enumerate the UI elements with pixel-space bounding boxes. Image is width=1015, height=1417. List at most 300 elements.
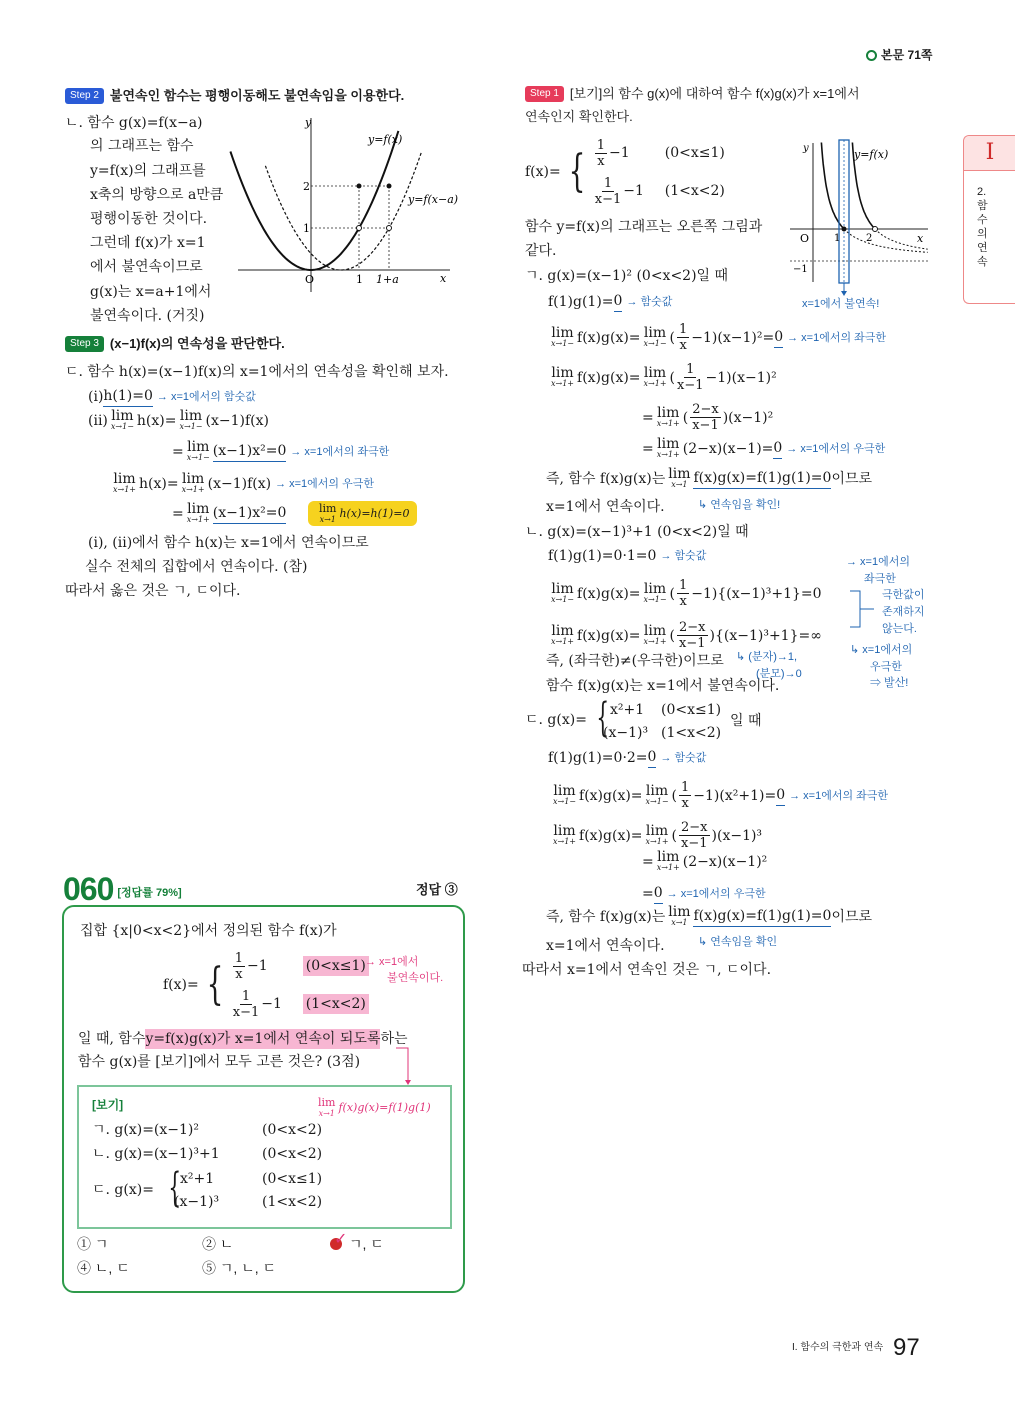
case-expr: x²+1 xyxy=(180,1171,215,1187)
text-line xyxy=(548,747,706,768)
case-cond: (1<x<2) xyxy=(303,994,369,1014)
curve-f xyxy=(230,131,398,270)
x-axis-label: x xyxy=(440,272,447,285)
bogi-item xyxy=(92,1144,220,1164)
numerator: 2−x xyxy=(681,820,708,835)
bogi-item-label: ㄴ. g(x)=(x−1)³+1 xyxy=(92,1146,220,1162)
note-line xyxy=(694,932,777,952)
lim-text: lim xyxy=(643,623,667,639)
lim-subscript: x→1+ xyxy=(643,379,667,388)
underlined-term: f(x)g(x)=f(1)g(1)=0 xyxy=(693,906,831,927)
case-cond: (1<x<2) xyxy=(664,183,725,199)
circle-bullet-icon xyxy=(866,50,877,61)
f-cases xyxy=(231,947,369,1023)
text-segment: f(1)g(1)=0·2= xyxy=(548,749,648,766)
text-segment: h(x)= xyxy=(139,475,179,492)
denominator: x−1 xyxy=(594,191,622,207)
text-line xyxy=(525,522,749,542)
text-line xyxy=(548,291,672,312)
page-reference-label: 본문 71쪽 xyxy=(881,48,933,62)
lim-text: lim xyxy=(643,581,667,597)
limit-operator xyxy=(657,851,680,872)
text-segment: = xyxy=(642,885,654,902)
limit-operator xyxy=(551,327,574,348)
denominator: x xyxy=(681,796,689,811)
tick-label: −1 xyxy=(793,264,808,275)
step1-title: [보기]의 함수 g(x)에 대하여 함수 f(x)g(x)가 x=1에서 xyxy=(569,86,860,101)
step2-badge: Step 2 xyxy=(65,88,104,104)
lim-subscript: x→1+ xyxy=(551,637,575,646)
text-line xyxy=(730,711,762,731)
text-segment: (2−x)(x−1)= xyxy=(682,440,774,457)
limit-operator xyxy=(644,625,667,646)
bogi-item-label: ㄱ. g(x)=(x−1)² xyxy=(92,1122,200,1138)
step3-badge: Step 3 xyxy=(65,336,104,352)
case-cond: (0<x≤1) xyxy=(664,145,725,161)
underlined-term: 0 xyxy=(614,291,623,312)
text-segment: f(x)g(x)= xyxy=(577,627,641,644)
limit-operator xyxy=(644,327,667,348)
math-line xyxy=(642,883,766,904)
lim-subscript: x→1+ xyxy=(656,863,680,872)
f-definition xyxy=(163,947,369,1023)
lim-subscript: x→1− xyxy=(645,797,669,806)
f-definition xyxy=(525,134,725,210)
bogi-item-cond: (0<x<2) xyxy=(262,1146,323,1162)
choice-2[interactable]: ② ㄴ xyxy=(202,1236,234,1252)
item-d-line xyxy=(88,386,256,407)
fraction xyxy=(677,362,704,393)
item-d-line xyxy=(88,533,369,553)
side-note: ↳ x=1에서의 xyxy=(850,644,913,656)
filled-point xyxy=(387,184,392,189)
origin-label: O xyxy=(305,273,315,286)
math-line xyxy=(546,468,872,489)
numerator: 1 xyxy=(686,362,695,377)
text-segment: f(x)g(x)= xyxy=(577,369,641,386)
lim-text: lim xyxy=(551,365,574,381)
brace: { xyxy=(568,146,586,197)
item-n-line xyxy=(90,306,205,326)
underlined-term: 0 xyxy=(648,747,657,768)
text-segment: 의 그래프는 함수 xyxy=(90,138,194,154)
tick-label: 1+a xyxy=(376,273,399,286)
text-segment: ( xyxy=(671,787,678,804)
limit-operator xyxy=(113,473,136,494)
conclusion-line xyxy=(522,960,771,980)
math-line xyxy=(548,362,777,393)
text-segment: 일 때 xyxy=(730,713,762,729)
checkmark-icon: ✓ xyxy=(330,1238,342,1250)
text-segment: −1 xyxy=(247,958,268,974)
text-segment: f(x)g(x)= xyxy=(579,787,643,804)
page-number: 97 xyxy=(893,1334,920,1361)
section-label: 2. 함수의 연속 xyxy=(977,186,988,268)
text-line xyxy=(546,651,724,671)
choice-3[interactable] xyxy=(330,1231,384,1254)
text-line xyxy=(546,936,665,956)
fraction xyxy=(677,620,708,651)
text-segment: (i), (ii)에서 함수 h(x)는 x=1에서 연속이므로 xyxy=(88,535,369,551)
origin-label: O xyxy=(800,232,810,245)
text-line xyxy=(525,241,557,261)
item-n-line xyxy=(90,185,223,205)
filled-point xyxy=(357,184,362,189)
text-segment: 함수 f(x)g(x)는 x=1에서 불연속이다. xyxy=(546,678,780,694)
lim-subscript: x→1− xyxy=(551,339,575,348)
lim-subscript: x→1− xyxy=(643,339,667,348)
highlighted-condition: y=f(x)g(x)가 x=1에서 연속이 되도록 xyxy=(145,1031,381,1047)
text-segment: 따라서 옳은 것은 ㄱ, ㄷ이다. xyxy=(65,583,241,599)
numerator: 1 xyxy=(603,175,613,191)
lim-subscript: x→1− xyxy=(551,595,575,604)
side-note: (분모)→0 xyxy=(756,668,802,680)
problem-heading xyxy=(63,868,182,910)
lim-subscript: x→1+ xyxy=(113,485,137,494)
item-d-line xyxy=(88,410,269,431)
text-segment: = xyxy=(642,440,654,457)
text-line xyxy=(546,497,665,517)
item-n-line xyxy=(90,136,194,156)
denominator: x xyxy=(235,966,243,982)
item-n-line xyxy=(90,209,207,229)
fraction xyxy=(595,176,622,207)
limit-operator xyxy=(657,438,680,459)
side-note: 좌극한 xyxy=(864,573,896,585)
tick-label: 1 xyxy=(834,233,841,244)
lim-text: lim xyxy=(645,823,669,839)
curve-label: y=f(x) xyxy=(368,133,403,146)
side-note: 존재하지 xyxy=(882,606,925,618)
denominator: x xyxy=(679,338,687,353)
text-line xyxy=(548,546,706,566)
lim-subscript: x→1+ xyxy=(553,837,577,846)
text-segment: 실수 전체의 집합에서 연속이다. (참) xyxy=(85,559,308,575)
text-segment: ( xyxy=(669,627,676,644)
text-segment: = xyxy=(172,443,184,460)
pink-connector-arrow xyxy=(395,1046,415,1086)
reciprocal-graph xyxy=(785,135,935,315)
case-expr: (x−1)³ xyxy=(603,725,649,741)
item-d-line xyxy=(65,362,449,382)
bogi-title: [보기] xyxy=(92,1098,124,1112)
f-label: f(x)= xyxy=(525,164,561,180)
numerator: 1 xyxy=(679,578,688,593)
text-line xyxy=(525,217,762,237)
math-line xyxy=(642,851,767,872)
text-segment: f(x)g(x)= xyxy=(579,827,643,844)
page-reference xyxy=(866,45,932,65)
parabola-shift-graph xyxy=(230,110,475,295)
case-cond: (0<x≤1) xyxy=(661,702,722,718)
lim-text: lim xyxy=(318,1096,336,1109)
fraction xyxy=(690,402,721,433)
underlined-term: 0 xyxy=(774,327,783,348)
y-axis-label: y xyxy=(803,143,809,154)
lim-subscript: x→1+ xyxy=(551,379,575,388)
denominator: x−1 xyxy=(692,418,719,433)
fraction xyxy=(679,820,710,851)
text-segment: 불연속이다. (거짓) xyxy=(90,308,205,324)
limit-operator xyxy=(182,473,205,494)
side-note: → x=1에서의 xyxy=(846,556,910,568)
lim-subscript: x→1− xyxy=(110,422,134,431)
text-segment: 하는 xyxy=(380,1031,408,1047)
lim-subscript: x→1+ xyxy=(645,837,669,846)
denominator: x−1 xyxy=(232,1004,260,1020)
math-line xyxy=(642,438,885,459)
lim-text: lim xyxy=(179,408,203,424)
bogi-item xyxy=(92,1120,199,1140)
text-segment: f(1)g(1)= xyxy=(548,293,614,310)
text-segment: f(x)g(x)= xyxy=(577,585,641,602)
text-segment: )(x−1)³ xyxy=(711,827,763,844)
item-d-line xyxy=(85,557,308,577)
f-cases xyxy=(593,134,725,210)
text-segment: (i) xyxy=(88,388,104,405)
denominator: x xyxy=(679,594,687,609)
limit-operator xyxy=(551,583,574,604)
text-segment: = xyxy=(642,409,654,426)
case-expr: x²+1 xyxy=(610,702,645,718)
side-note: 우극한 xyxy=(870,661,902,673)
numerator: 2−x xyxy=(692,402,719,417)
text-line xyxy=(525,266,728,286)
text-segment: 그런데 f(x)가 x=1 xyxy=(90,235,206,251)
math-line xyxy=(548,578,822,609)
lim-subscript: x→1− xyxy=(179,422,203,431)
numerator: 1 xyxy=(241,988,251,1004)
item-d-line xyxy=(172,441,389,462)
annotation-note: ↳ 연속임을 확인 xyxy=(698,936,778,948)
text-segment: 즉, 함수 f(x)g(x)는 xyxy=(546,908,666,925)
callout-text: h(x)=h(1)=0 xyxy=(339,506,410,520)
case-expr xyxy=(593,176,665,207)
note-line: 불연속이다. xyxy=(387,972,444,984)
text-segment: −1)(x²+1)= xyxy=(693,787,777,804)
limit-operator xyxy=(644,367,667,388)
underlined-term: (x−1)x²=0 xyxy=(213,503,287,524)
text-segment: x축의 방향으로 a만큼 xyxy=(90,187,224,203)
guide-lines xyxy=(311,186,389,270)
problem-intro xyxy=(80,921,337,941)
text-segment: )(x−1)² xyxy=(722,409,774,426)
chapter-side-tab[interactable] xyxy=(963,135,1015,304)
text-segment: −1)(x−1)²= xyxy=(691,329,775,346)
lim-subscript: x→1 xyxy=(671,480,688,489)
lim-text: lim xyxy=(643,325,667,341)
brace: { xyxy=(168,1165,182,1211)
open-point xyxy=(873,227,878,232)
text-segment: (2−x)(x−1)² xyxy=(682,853,768,870)
text-segment: 일 때, 함수 xyxy=(78,1031,146,1047)
text-segment: x=1에서 연속이다. xyxy=(546,938,665,954)
text-segment: = xyxy=(642,853,654,870)
lim-subscript: x→1 xyxy=(319,515,336,524)
underlined-term: 0 xyxy=(776,785,785,806)
lim-subscript: x→1 xyxy=(671,918,688,927)
text-segment: x=1에서 연속이다. xyxy=(546,499,665,515)
tick-label: 1 xyxy=(356,273,363,286)
text-segment: 이므로 xyxy=(831,470,873,487)
limit-operator xyxy=(553,785,576,806)
note-line: → x=1에서 xyxy=(365,956,419,968)
fraction xyxy=(679,780,691,811)
x-axis-label: x xyxy=(917,232,924,245)
case-cond: (0<x≤1) xyxy=(262,1171,323,1187)
case-cond: (0<x≤1) xyxy=(303,956,369,976)
lim-subscript: x→1+ xyxy=(181,485,205,494)
text-segment: 즉, 함수 f(x)g(x)는 xyxy=(546,470,666,487)
lim-subscript: x→1+ xyxy=(656,450,680,459)
text-segment: ( xyxy=(669,585,676,602)
text-segment: ㄴ. 함수 g(x)=f(x−a) xyxy=(65,115,203,131)
lim-text: lim xyxy=(645,783,669,799)
problem-number: 060 xyxy=(63,871,114,907)
case-expr xyxy=(231,989,303,1020)
denominator: x−1 xyxy=(679,636,706,651)
underlined-term: f(x)g(x)=f(1)g(1)=0 xyxy=(693,468,831,489)
denominator: x−1 xyxy=(681,836,708,851)
text-segment: ㄱ. g(x)=(x−1)² (0<x<2)일 때 xyxy=(525,268,729,284)
side-note: ⇒ 발산! xyxy=(870,677,909,689)
item-n-line xyxy=(90,282,211,302)
case-expr xyxy=(593,138,665,169)
text-line xyxy=(525,710,587,730)
lim-subscript: x→1+ xyxy=(643,637,667,646)
curve-label: y=f(x) xyxy=(854,148,889,161)
denominator: x xyxy=(597,153,605,169)
lim-text: lim xyxy=(551,325,574,341)
math-line xyxy=(548,322,886,353)
text-segment: −1 xyxy=(623,183,644,199)
curve-branch-1 xyxy=(821,143,843,229)
text-segment: 함수 g(x)를 [보기]에서 모두 고른 것은? (3점) xyxy=(78,1054,361,1070)
text-segment: h(x)= xyxy=(136,412,177,429)
text-segment: ㄴ. g(x)=(x−1)³+1 (0<x<2)일 때 xyxy=(525,524,749,540)
correct-rate: [정답률 79%] xyxy=(117,887,182,899)
annotation-note: → x=1에서의 우극한 xyxy=(786,442,886,455)
math-line xyxy=(550,820,762,851)
choice-4[interactable]: ④ ㄴ, ㄷ xyxy=(77,1260,130,1276)
limit-operator xyxy=(657,407,680,428)
lim-text: lim xyxy=(111,408,134,424)
limit-operator xyxy=(646,825,669,846)
annotation-note: → x=1에서의 함숫값 xyxy=(156,390,256,403)
text-segment: (x−1)f(x) xyxy=(205,412,269,429)
choice-5[interactable]: ⑤ ㄱ, ㄴ, ㄷ xyxy=(202,1260,277,1276)
step1-badge: Step 1 xyxy=(525,86,564,102)
math-line xyxy=(546,906,872,927)
text-segment: f(x)g(x)= xyxy=(577,329,641,346)
note-line xyxy=(694,495,780,515)
choice-1[interactable]: ① ㄱ xyxy=(77,1236,109,1252)
lim-subscript: x→1− xyxy=(186,453,210,462)
numerator: 1 xyxy=(234,950,244,966)
limit-operator xyxy=(646,785,669,806)
annotation-note: ↳ 연속임을 확인! xyxy=(698,499,781,511)
lim-subscript: x→1+ xyxy=(656,419,680,428)
fraction xyxy=(677,322,689,353)
text-segment: g(x)는 x=a+1에서 xyxy=(90,284,212,300)
lim-subscript: x→1− xyxy=(643,595,667,604)
item-n-line xyxy=(90,161,206,181)
tick-label: 2 xyxy=(866,233,873,244)
side-note: 극한값이 xyxy=(882,589,925,601)
discontinuity-note xyxy=(365,954,443,986)
text-segment: 같다. xyxy=(525,243,557,259)
limit-operator xyxy=(551,367,574,388)
text-segment: 평행이동한 것이다. xyxy=(90,211,208,227)
y-axis-label: y xyxy=(305,116,312,129)
math-line xyxy=(548,620,822,651)
side-note: 않는다. xyxy=(882,623,917,635)
limit-operator xyxy=(187,441,210,462)
question-line xyxy=(78,1029,408,1049)
annotation-note: → 함숫값 xyxy=(626,295,673,308)
lim-text: lim xyxy=(319,502,337,515)
f-label: f(x)= xyxy=(163,977,199,993)
limit-operator xyxy=(668,468,690,489)
text-segment: 즉, (좌극한)≠(우극한)이므로 xyxy=(546,653,724,669)
text-segment: y=f(x)의 그래프를 xyxy=(90,163,206,179)
annotation-note: → 함숫값 xyxy=(660,751,707,764)
text-segment: −1)(x−1)² xyxy=(705,369,777,386)
text-segment: ( xyxy=(669,329,676,346)
text-segment: 따라서 x=1에서 연속인 것은 ㄱ, ㄷ이다. xyxy=(522,962,772,978)
step3-title: (x−1)f(x)의 연속성을 판단한다. xyxy=(109,336,285,351)
item-n-line xyxy=(65,113,203,133)
step3-header xyxy=(65,334,285,354)
numerator: 2−x xyxy=(679,620,706,635)
problem-intro-text: 집합 {x|0<x<2}에서 정의된 함수 f(x)가 xyxy=(80,923,337,939)
bogi-note-text: f(x)g(x)=f(1)g(1) xyxy=(338,1100,431,1114)
open-point xyxy=(387,226,392,231)
underlined-term: 0 xyxy=(773,438,782,459)
text-segment: ( xyxy=(669,369,676,386)
annotation-note: → x=1에서의 우극한 xyxy=(666,887,766,900)
underlined-term: h(1)=0 xyxy=(103,386,153,407)
discontinuity-note: x=1에서 불연속! xyxy=(802,298,880,310)
text-segment: ㄷ. 함수 h(x)=(x−1)f(x)의 x=1에서의 연속성을 확인해 보자. xyxy=(65,364,449,380)
footer-chapter-title: I. 함수의 극한과 연속 xyxy=(792,1342,884,1353)
numerator: 1 xyxy=(679,322,688,337)
fraction xyxy=(595,138,607,169)
tick-label: 2 xyxy=(303,180,310,193)
annotation-note: → x=1에서의 좌극한 xyxy=(789,789,889,802)
curve-label: y=f(x−a) xyxy=(408,193,459,206)
text-segment: f(1)g(1)=0·1=0 xyxy=(548,548,657,564)
fraction xyxy=(233,989,260,1020)
case-cond: (1<x<2) xyxy=(262,1194,323,1210)
lim-text: lim xyxy=(553,823,576,839)
case-cond: (1<x<2) xyxy=(661,725,722,741)
math-line xyxy=(550,780,888,811)
text-segment: = xyxy=(172,505,184,522)
lim-text: lim xyxy=(643,365,667,381)
text-segment: 에서 불연속이므로 xyxy=(90,259,203,275)
bogi-item-label: ㄷ. g(x)= xyxy=(92,1182,154,1198)
question-line xyxy=(78,1052,360,1072)
text-segment: −1){(x−1)³+1}=0 xyxy=(691,585,822,602)
text-segment: 함수 y=f(x)의 그래프는 오른쪽 그림과 xyxy=(525,219,763,235)
brace: { xyxy=(206,959,224,1010)
text-segment: ( xyxy=(671,827,678,844)
bogi-note xyxy=(315,1097,431,1118)
lim-text: lim xyxy=(181,471,205,487)
case-expr: (x−1)³ xyxy=(174,1194,220,1210)
annotation-note: → x=1에서의 우극한 xyxy=(275,477,374,490)
